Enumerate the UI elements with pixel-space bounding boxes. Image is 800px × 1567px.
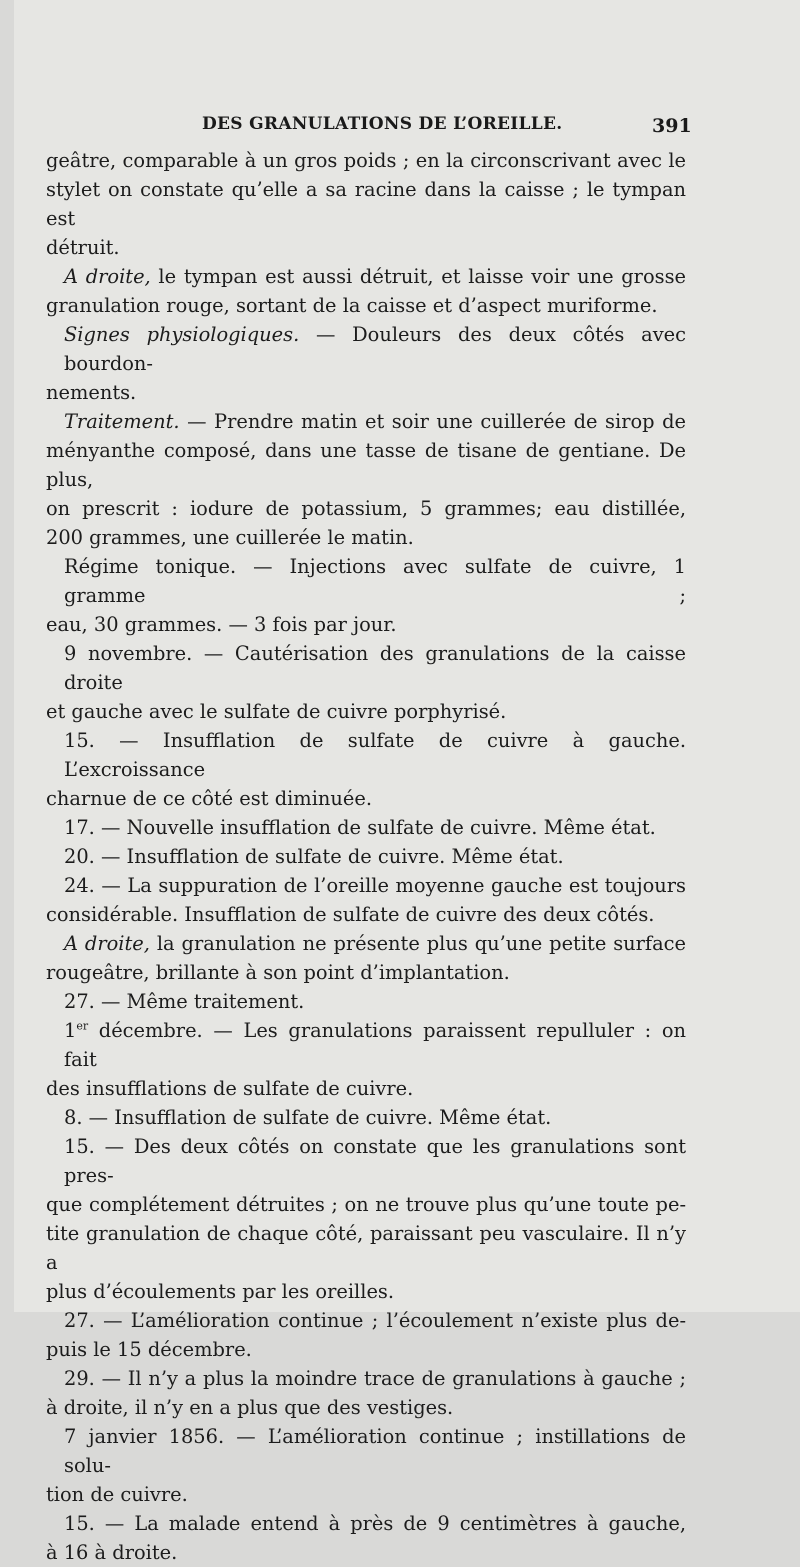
text-line: charnue de ce côté est diminuée. xyxy=(46,787,372,810)
text-line: puis le 15 décembre. xyxy=(46,1338,252,1361)
text-line: 15. — Des deux côtés on constate que les granulations sont pres- xyxy=(64,1135,686,1187)
text-line: Signes physiologiques. — Douleurs des deux côtés avec bourdon- xyxy=(64,323,686,375)
text-line: A droite, le tympan est aussi détruit, et laisse voir une grosse xyxy=(64,265,686,288)
text-line: tion de cuivre. xyxy=(46,1483,188,1506)
text-line: 8. — Insufflation de sulfate de cuivre. Même état. xyxy=(64,1106,552,1129)
text-line: Régime tonique. — Injections avec sulfate de cuivre, 1 gramme ; xyxy=(64,555,686,607)
text-line: 7 janvier 1856. — L’amélioration continue ; instillations de solu- xyxy=(64,1425,686,1477)
text-line: 200 grammes, une cuillerée le matin. xyxy=(46,526,414,549)
text-line: 1er décembre. — Les granulations paraissent repulluler : on fait xyxy=(64,1019,686,1071)
text-line: A droite, la granulation ne présente plus qu’une petite surface xyxy=(64,932,687,955)
text-line: 20. — Insufflation de sulfate de cuivre. Même état. xyxy=(64,845,564,868)
book-page xyxy=(14,0,800,1564)
text-line: nements. xyxy=(46,381,137,404)
text-line: des insufflations de sulfate de cuivre. xyxy=(46,1077,414,1100)
text-line: tite granulation de chaque côté, paraissant peu vasculaire. Il n’y a xyxy=(46,1222,686,1274)
text-line: 27. — Même traitement. xyxy=(64,990,305,1013)
text-line: 29. — Il n’y a plus la moindre trace de granulations à gauche ; xyxy=(64,1367,686,1390)
text-line: 9 novembre. — Cautérisation des granulations de la caisse droite xyxy=(64,642,686,694)
text-line: considérable. Insufflation de sulfate de cuivre des deux côtés. xyxy=(46,903,655,926)
text-line: 27. — L’amélioration continue ; l’écoulement n’existe plus de- xyxy=(64,1309,686,1332)
page-number: 391 xyxy=(652,115,692,137)
text-line: on prescrit : iodure de potassium, 5 grammes; eau distillée, xyxy=(46,497,686,520)
text-line: et gauche avec le sulfate de cuivre porphyrisé. xyxy=(46,700,507,723)
text-line: à droite, il n’y en a plus que des vestiges. xyxy=(46,1396,454,1419)
text-line: 15. — Insufflation de sulfate de cuivre à gauche. L’excroissance xyxy=(64,729,686,781)
body-text xyxy=(46,146,686,1567)
superscript: er xyxy=(76,1019,89,1033)
page-header xyxy=(14,114,800,142)
text-line: 15. — La malade entend à près de 9 centimètres à gauche, xyxy=(64,1512,686,1535)
text-line: plus d’écoulements par les oreilles. xyxy=(46,1280,395,1303)
italic-lead: Traitement. xyxy=(64,410,180,433)
text-line: Traitement. — Prendre matin et soir une cuillerée de sirop de xyxy=(64,410,686,433)
text-line: ményanthe composé, dans une tasse de tisane de gentiane. De plus, xyxy=(46,439,686,491)
text-line: 17. — Nouvelle insufflation de sulfate de cuivre. Même état. xyxy=(64,816,656,839)
text-line: eau, 30 grammes. — 3 fois par jour. xyxy=(46,613,397,636)
italic-lead: A droite, xyxy=(64,265,151,288)
italic-lead: A droite, xyxy=(64,932,150,955)
text-line: que complétement détruites ; on ne trouve plus qu’une toute pe- xyxy=(46,1193,686,1216)
text-line: 24. — La suppuration de l’oreille moyenne gauche est toujours xyxy=(64,874,686,897)
text-line: stylet on constate qu’elle a sa racine dans la caisse ; le tympan est xyxy=(46,178,686,230)
text-line: détruit. xyxy=(46,236,120,259)
text-line: rougeâtre, brillante à son point d’implantation. xyxy=(46,961,510,984)
text-line: geâtre, comparable à un gros poids ; en la circonscrivant avec le xyxy=(46,149,686,172)
running-title: DES GRANULATIONS DE L’OREILLE. xyxy=(202,114,563,134)
text-line: granulation rouge, sortant de la caisse et d’aspect muriforme. xyxy=(46,294,658,317)
italic-lead: Signes physiologiques. xyxy=(64,323,300,346)
text-line: à 16 à droite. xyxy=(46,1541,178,1564)
